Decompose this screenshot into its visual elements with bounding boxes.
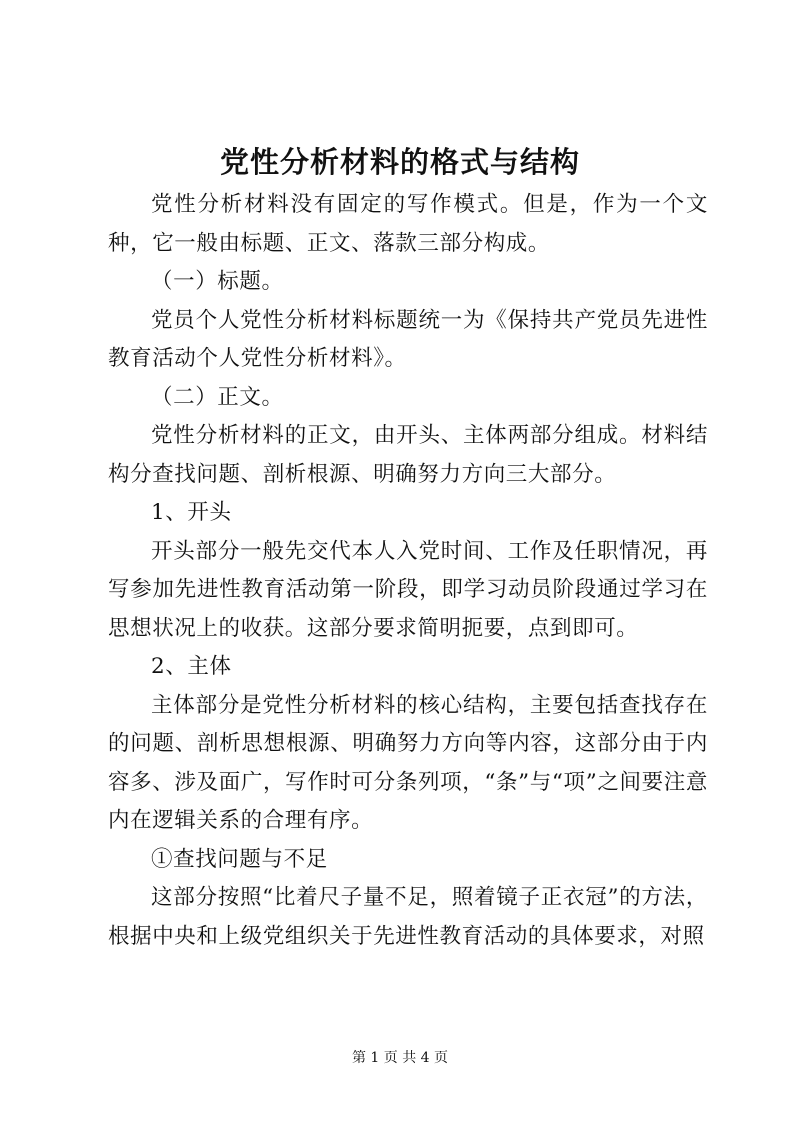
paragraph-opening: 开头部分一般先交代本人入党时间、工作及任职情况，再写参加先进性教育活动第一阶段，即学习动员阶段通过学习在思想状况上的收获。这部分要求简明扼要，点到即可。	[108, 538, 708, 641]
heading-find-problems: ①查找问题与不足	[151, 846, 328, 872]
paragraph-find-problems: 这部分按照“比着尺子量不足，照着镜子正衣冠”的方法，根据中央和上级党组织关于先进性教育活动的具体要求，对照	[108, 885, 708, 949]
heading-title-section: （一）标题。	[151, 269, 284, 294]
document-title: 党性分析材料的格式与结构	[219, 145, 580, 179]
heading-body-section: （二）正文。	[151, 384, 284, 410]
paragraph-title-rule: 党员个人党性分析材料标题统一为《保持共产党员先进性教育活动个人党性分析材料》。	[108, 307, 708, 371]
heading-main-body: 2、主体	[151, 654, 232, 679]
paragraph-intro: 党性分析材料没有固定的写作模式。但是，作为一个文种，它一般由标题、正文、落款三部分构成。	[108, 192, 708, 256]
paragraph-main-body: 主体部分是党性分析材料的核心结构，主要包括查找存在的问题、剖析思想根源、明确努力方向等内容，这部分由于内容多、涉及面广，写作时可分条列项，“条”与“项”之间要注意内在逻辑关系的合理有序。	[108, 692, 708, 833]
heading-opening: 1、开头	[151, 500, 232, 525]
document-body	[108, 186, 708, 956]
page-footer: 第 1 页 共 4 页	[351, 1050, 449, 1066]
paragraph-body-structure: 党性分析材料的正文，由开头、主体两部分组成。材料结构分查找问题、剖析根源、明确努力方向三大部分。	[108, 423, 708, 487]
